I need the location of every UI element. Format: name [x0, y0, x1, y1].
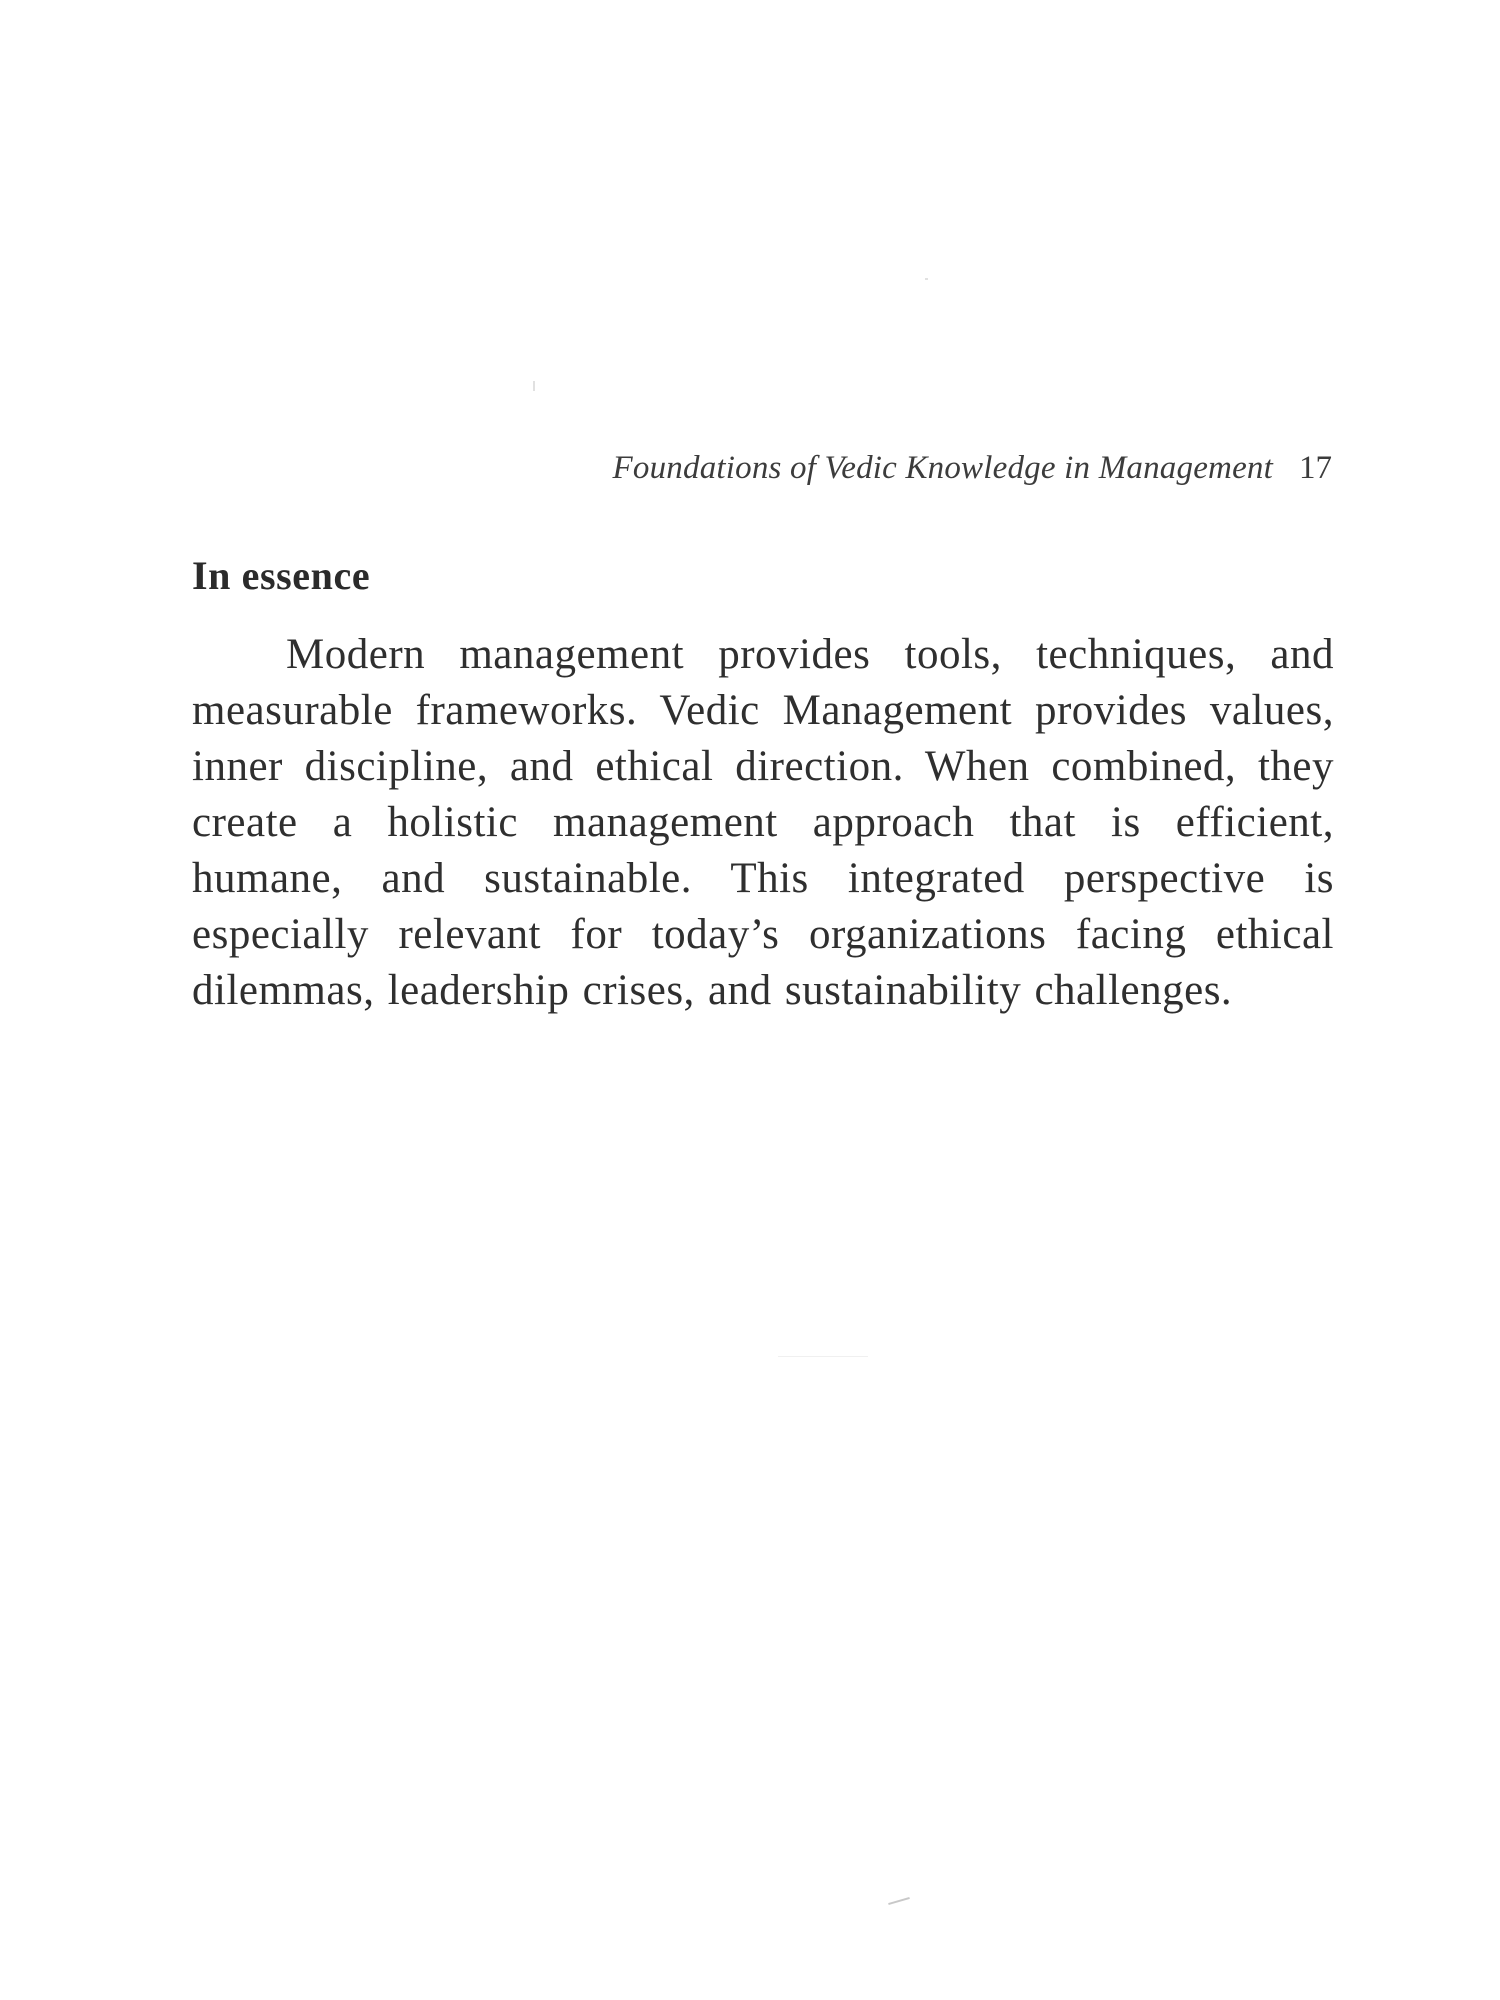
body-paragraph: Modern management provides tools, techniques, and measurable frameworks. Vedic Management provides values, inner discipline, and ethical direction. When combined, they create a holistic management approach that is efficient, humane, and sustainable. This integrated perspective is especially relevant for today’s organizations facing ethical dilemmas, leadership crises, and sustainability challenges. [192, 631, 1334, 1014]
scan-speck [778, 1356, 868, 1357]
running-header [540, 452, 1332, 500]
scan-speck [925, 278, 928, 280]
running-header-title: Foundations of Vedic Knowledge in Management [612, 450, 1273, 486]
section-heading: In essence [192, 553, 371, 598]
scan-speck [533, 381, 535, 391]
page-number: 17 [1299, 450, 1332, 486]
scan-speck [888, 1897, 910, 1905]
